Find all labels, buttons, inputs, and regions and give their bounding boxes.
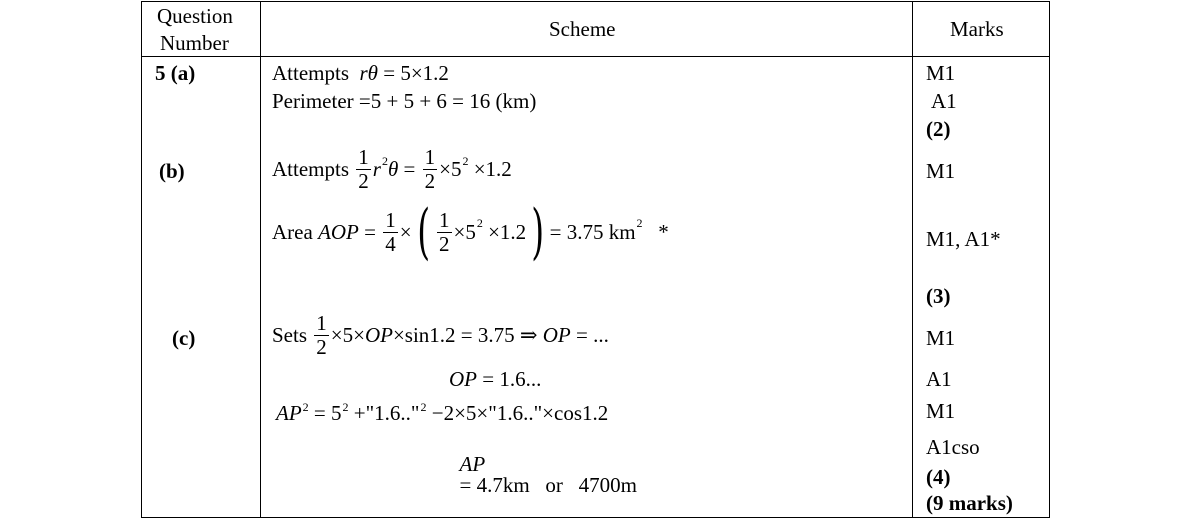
part-c-line3-var: AP [276, 401, 302, 425]
part-a-mark1: M1 [926, 61, 956, 85]
part-b-line1: Attempts $\frac{1}{2}$ r 2 θ = $\frac{1}{2}$ ×5 2 ×1.2 [272, 145, 512, 193]
part-c-line3-b: +"1.6.." [353, 401, 420, 425]
table-border-bottom [141, 517, 1050, 518]
part-c-line1-end: = ... [576, 323, 609, 347]
fraction-half: $\frac{1}{2}$ [424, 145, 436, 193]
part-c-line2-var: OP [449, 367, 477, 391]
table-border-top [141, 1, 1050, 2]
right-paren: ) [531, 197, 545, 267]
left-paren: ( [416, 197, 430, 267]
part-c-line1-op2: OP [542, 323, 571, 347]
table-column-divider-2 [912, 1, 913, 518]
part-a-line2: Perimeter =5 + 5 + 6 = 16 (km) [272, 89, 537, 113]
part-c-line3-c: −2×5×"1.6.."×cos1.2 [431, 401, 609, 425]
header-marks: Marks [950, 17, 1004, 41]
part-b-area-line: Area AOP = $\frac{1}{4}$ × ( $\frac{1}{2}$ ×5 2 ×1.2 ) = 3.75 km 2 * [272, 197, 669, 267]
part-c-line1-prefix: Sets [272, 323, 308, 347]
part-c-mark4: A1cso [926, 435, 980, 459]
part-c-line4 [449, 433, 637, 496]
part-c-mark3: M1 [926, 399, 956, 423]
table-border-left [141, 1, 142, 518]
part-c-line1-tail: ×5× [330, 323, 365, 347]
part-b-line1-mid: = [403, 157, 416, 181]
part-a-total: (2) [926, 117, 951, 141]
part-a-line1-eq: = 5×1.2 [383, 61, 449, 85]
table-border-right [1049, 1, 1050, 518]
star-symbol: * [658, 219, 669, 244]
part-c-total: (4) [926, 465, 951, 489]
part-a-label: 5 (a) [155, 61, 196, 85]
part-c-line4-var: AP [459, 452, 486, 476]
header-question-line1: Question [157, 4, 233, 28]
part-a-mark2: A1 [931, 89, 957, 113]
part-c-line2-val: = 1.6... [482, 367, 542, 391]
part-c-line3: $AP^2 = 5^2$ +"1.6.."$^2$ −2×5×"1.6.."×cos1.2 [276, 400, 609, 425]
part-b-area-label: Area [272, 219, 313, 244]
r-theta-symbol: rθ [354, 61, 378, 85]
grand-total: (9 marks) [926, 491, 1013, 515]
part-a-line1-prefix: Attempts [272, 61, 349, 85]
part-b-mark2: M1, A1* [926, 227, 1001, 251]
fraction-quarter: $\frac{1}{4}$ [385, 207, 396, 256]
fraction-half: $\frac{1}{2}$ [316, 311, 327, 359]
part-b-line1-prefix: Attempts [272, 157, 349, 181]
header-scheme: Scheme [549, 17, 616, 41]
part-c-line1-op: OP [364, 323, 393, 347]
header-question-line2: Number [160, 31, 229, 55]
table-header-divider [141, 56, 1050, 57]
part-b-total: (3) [926, 284, 951, 308]
part-b-line1-tail: ×1.2 [473, 157, 512, 181]
part-b-area-var: AOP [318, 219, 359, 244]
part-b-area-tail: = 3.75 km [549, 219, 636, 244]
part-c-mark1: M1 [926, 326, 956, 350]
table-column-divider-1 [260, 1, 261, 518]
part-c-mark2: A1 [926, 367, 952, 391]
part-c-line3-a: = 5 [313, 401, 342, 425]
fraction-half: $\frac{1}{2}$ [439, 207, 450, 256]
part-a-line1 [272, 63, 449, 84]
part-c-line1-rest: ×sin1.2 = 3.75 ⇒ [392, 323, 538, 347]
part-c-label: (c) [172, 326, 196, 350]
part-b-mark1: M1 [926, 159, 956, 183]
fraction-half: $\frac{1}{2}$ [358, 145, 369, 193]
part-c-line2 [449, 369, 541, 390]
part-c-line1 [272, 313, 609, 358]
part-c-line4-val: = 4.7km or 4700m [459, 473, 638, 497]
part-b-label: (b) [159, 159, 185, 183]
